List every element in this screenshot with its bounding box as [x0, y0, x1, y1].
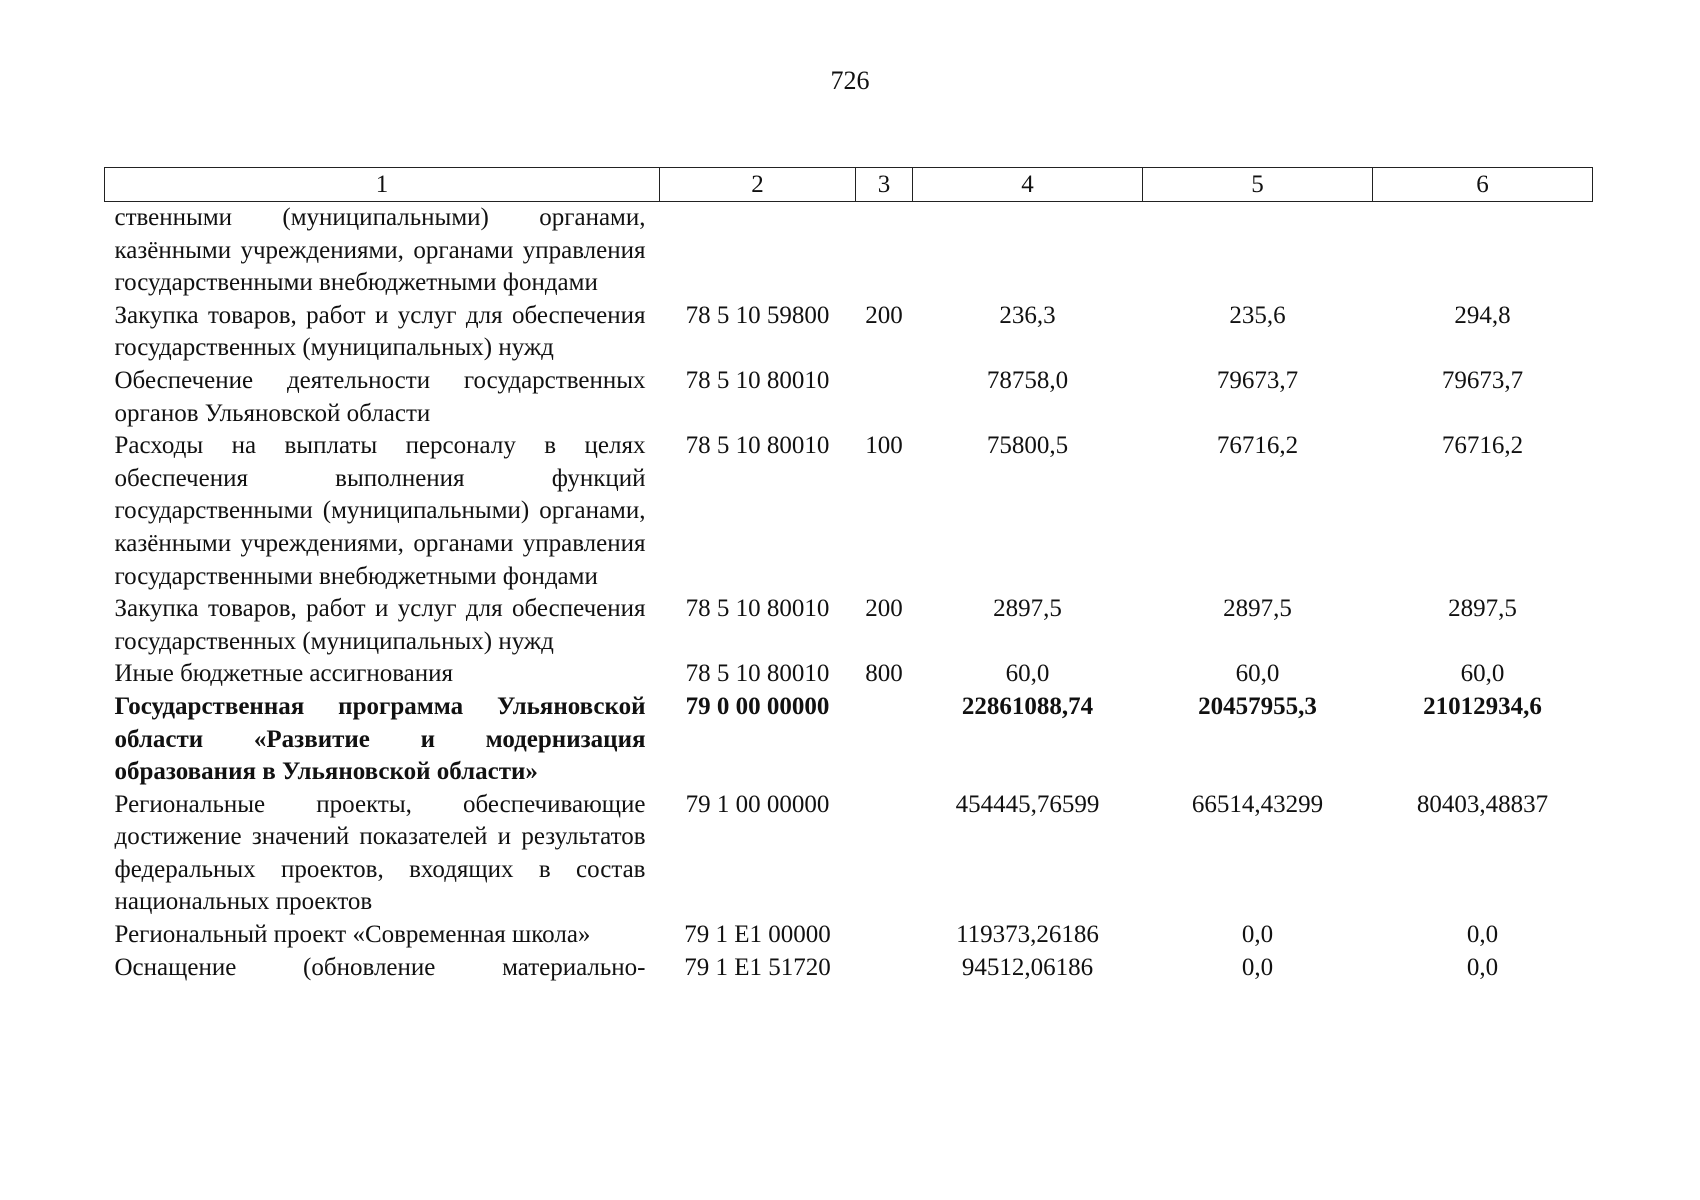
amount-col-6: 0,0 — [1466, 921, 1499, 949]
item-name: Расходы на выплаты персоналу в целях обеспечения выполнения функций государственными (муниципальными) органами, казёнными учреждениями, органами управления государственными внебюджетными фондами — [114, 432, 646, 590]
amount-col-4: 454445,76599 — [955, 790, 1100, 818]
amount-col-4: 22861088,74 — [961, 692, 1094, 720]
item-code: 78 5 10 59800 — [685, 301, 830, 329]
table-row — [105, 952, 1593, 985]
amount-col-5: 0,0 — [1241, 953, 1274, 981]
header-col-2: 2 — [660, 168, 856, 202]
amount-col-4: 2897,5 — [993, 595, 1062, 623]
item-code: 79 1 E1 00000 — [684, 921, 831, 949]
table-row — [105, 300, 1593, 365]
expense-kind — [856, 789, 913, 919]
expense-kind: 800 — [865, 660, 903, 688]
item-code: 79 1 E1 51720 — [684, 953, 831, 981]
amount-col-4: 236,3 — [999, 301, 1056, 329]
table-row — [105, 789, 1593, 919]
expense-kind — [856, 202, 913, 300]
amount-col-6: 79673,7 — [1441, 366, 1524, 394]
amount-col-6: 80403,48837 — [1416, 790, 1549, 818]
table-row — [105, 202, 1593, 300]
amount-col-6: 0,0 — [1466, 953, 1499, 981]
amount-col-5: 0,0 — [1241, 921, 1274, 949]
table-row — [105, 919, 1593, 952]
budget-table — [104, 167, 1593, 984]
table-row — [105, 430, 1593, 593]
item-code: 78 5 10 80010 — [685, 595, 830, 623]
amount-col-4: 119373,26186 — [956, 921, 1099, 949]
item-code: 78 5 10 80010 — [685, 432, 830, 460]
expense-kind — [856, 952, 913, 985]
header-row — [105, 168, 1593, 202]
item-code: 79 1 00 00000 — [685, 790, 830, 818]
item-code: 78 5 10 80010 — [685, 660, 830, 688]
item-code — [660, 202, 856, 300]
amount-col-6 — [1373, 202, 1593, 300]
item-name: Обеспечение деятельности государственных органов Ульяновской области — [114, 366, 646, 427]
amount-col-6: 76716,2 — [1441, 432, 1524, 460]
item-name: Региональные проекты, обеспечивающие достижение значений показателей и результатов федеральных проектов, входящих в состав национальных проектов — [114, 790, 646, 916]
table-row — [105, 691, 1593, 789]
item-code: 79 0 00 00000 — [685, 692, 830, 720]
header-col-1: 1 — [105, 168, 660, 202]
table-row — [105, 658, 1593, 691]
amount-col-5: 235,6 — [1229, 301, 1286, 329]
item-name: Государственная программа Ульяновской области «Развитие и модернизация образования в Ульяновской области» — [114, 692, 646, 786]
amount-col-4: 78758,0 — [986, 366, 1069, 394]
item-code: 78 5 10 80010 — [685, 366, 830, 394]
header-col-6: 6 — [1373, 168, 1593, 202]
page-number: 726 — [830, 66, 870, 95]
item-name: Закупка товаров, работ и услуг для обеспечения государственных (муниципальных) нужд — [114, 301, 646, 362]
amount-col-5: 2897,5 — [1223, 595, 1292, 623]
amount-col-6: 21012934,6 — [1423, 692, 1542, 720]
item-name: Оснащение (обновление материально- — [114, 953, 646, 981]
header-col-5: 5 — [1143, 168, 1373, 202]
amount-col-6: 2897,5 — [1448, 595, 1517, 623]
table-row — [105, 365, 1593, 430]
amount-col-5: 76716,2 — [1216, 432, 1299, 460]
item-name: Закупка товаров, работ и услуг для обеспечения государственных (муниципальных) нужд — [114, 595, 646, 655]
expense-kind: 200 — [865, 595, 903, 623]
amount-col-5: 79673,7 — [1216, 366, 1299, 394]
item-name: Иные бюджетные ассигнования — [114, 660, 454, 688]
amount-col-5: 20457955,3 — [1198, 692, 1317, 720]
expense-kind: 100 — [865, 432, 903, 460]
expense-kind — [856, 691, 913, 789]
expense-kind — [856, 365, 913, 430]
amount-col-6: 294,8 — [1454, 301, 1511, 329]
amount-col-4: 60,0 — [1005, 660, 1050, 688]
item-name: Региональный проект «Современная школа» — [114, 921, 591, 949]
amount-col-4: 75800,5 — [986, 432, 1069, 460]
amount-col-5: 66514,43299 — [1191, 790, 1324, 818]
header-col-4: 4 — [913, 168, 1143, 202]
expense-kind — [856, 919, 913, 952]
table-row — [105, 593, 1593, 658]
amount-col-5 — [1143, 202, 1373, 300]
item-name: ственными (муниципальными) органами, казёнными учреждениями, органами управления государственными внебюджетными фондами — [114, 204, 646, 297]
header-col-3: 3 — [856, 168, 913, 202]
amount-col-6: 60,0 — [1460, 660, 1505, 688]
amount-col-4 — [913, 202, 1143, 300]
expense-kind: 200 — [865, 301, 903, 329]
amount-col-5: 60,0 — [1235, 660, 1280, 688]
amount-col-4: 94512,06186 — [961, 953, 1094, 981]
